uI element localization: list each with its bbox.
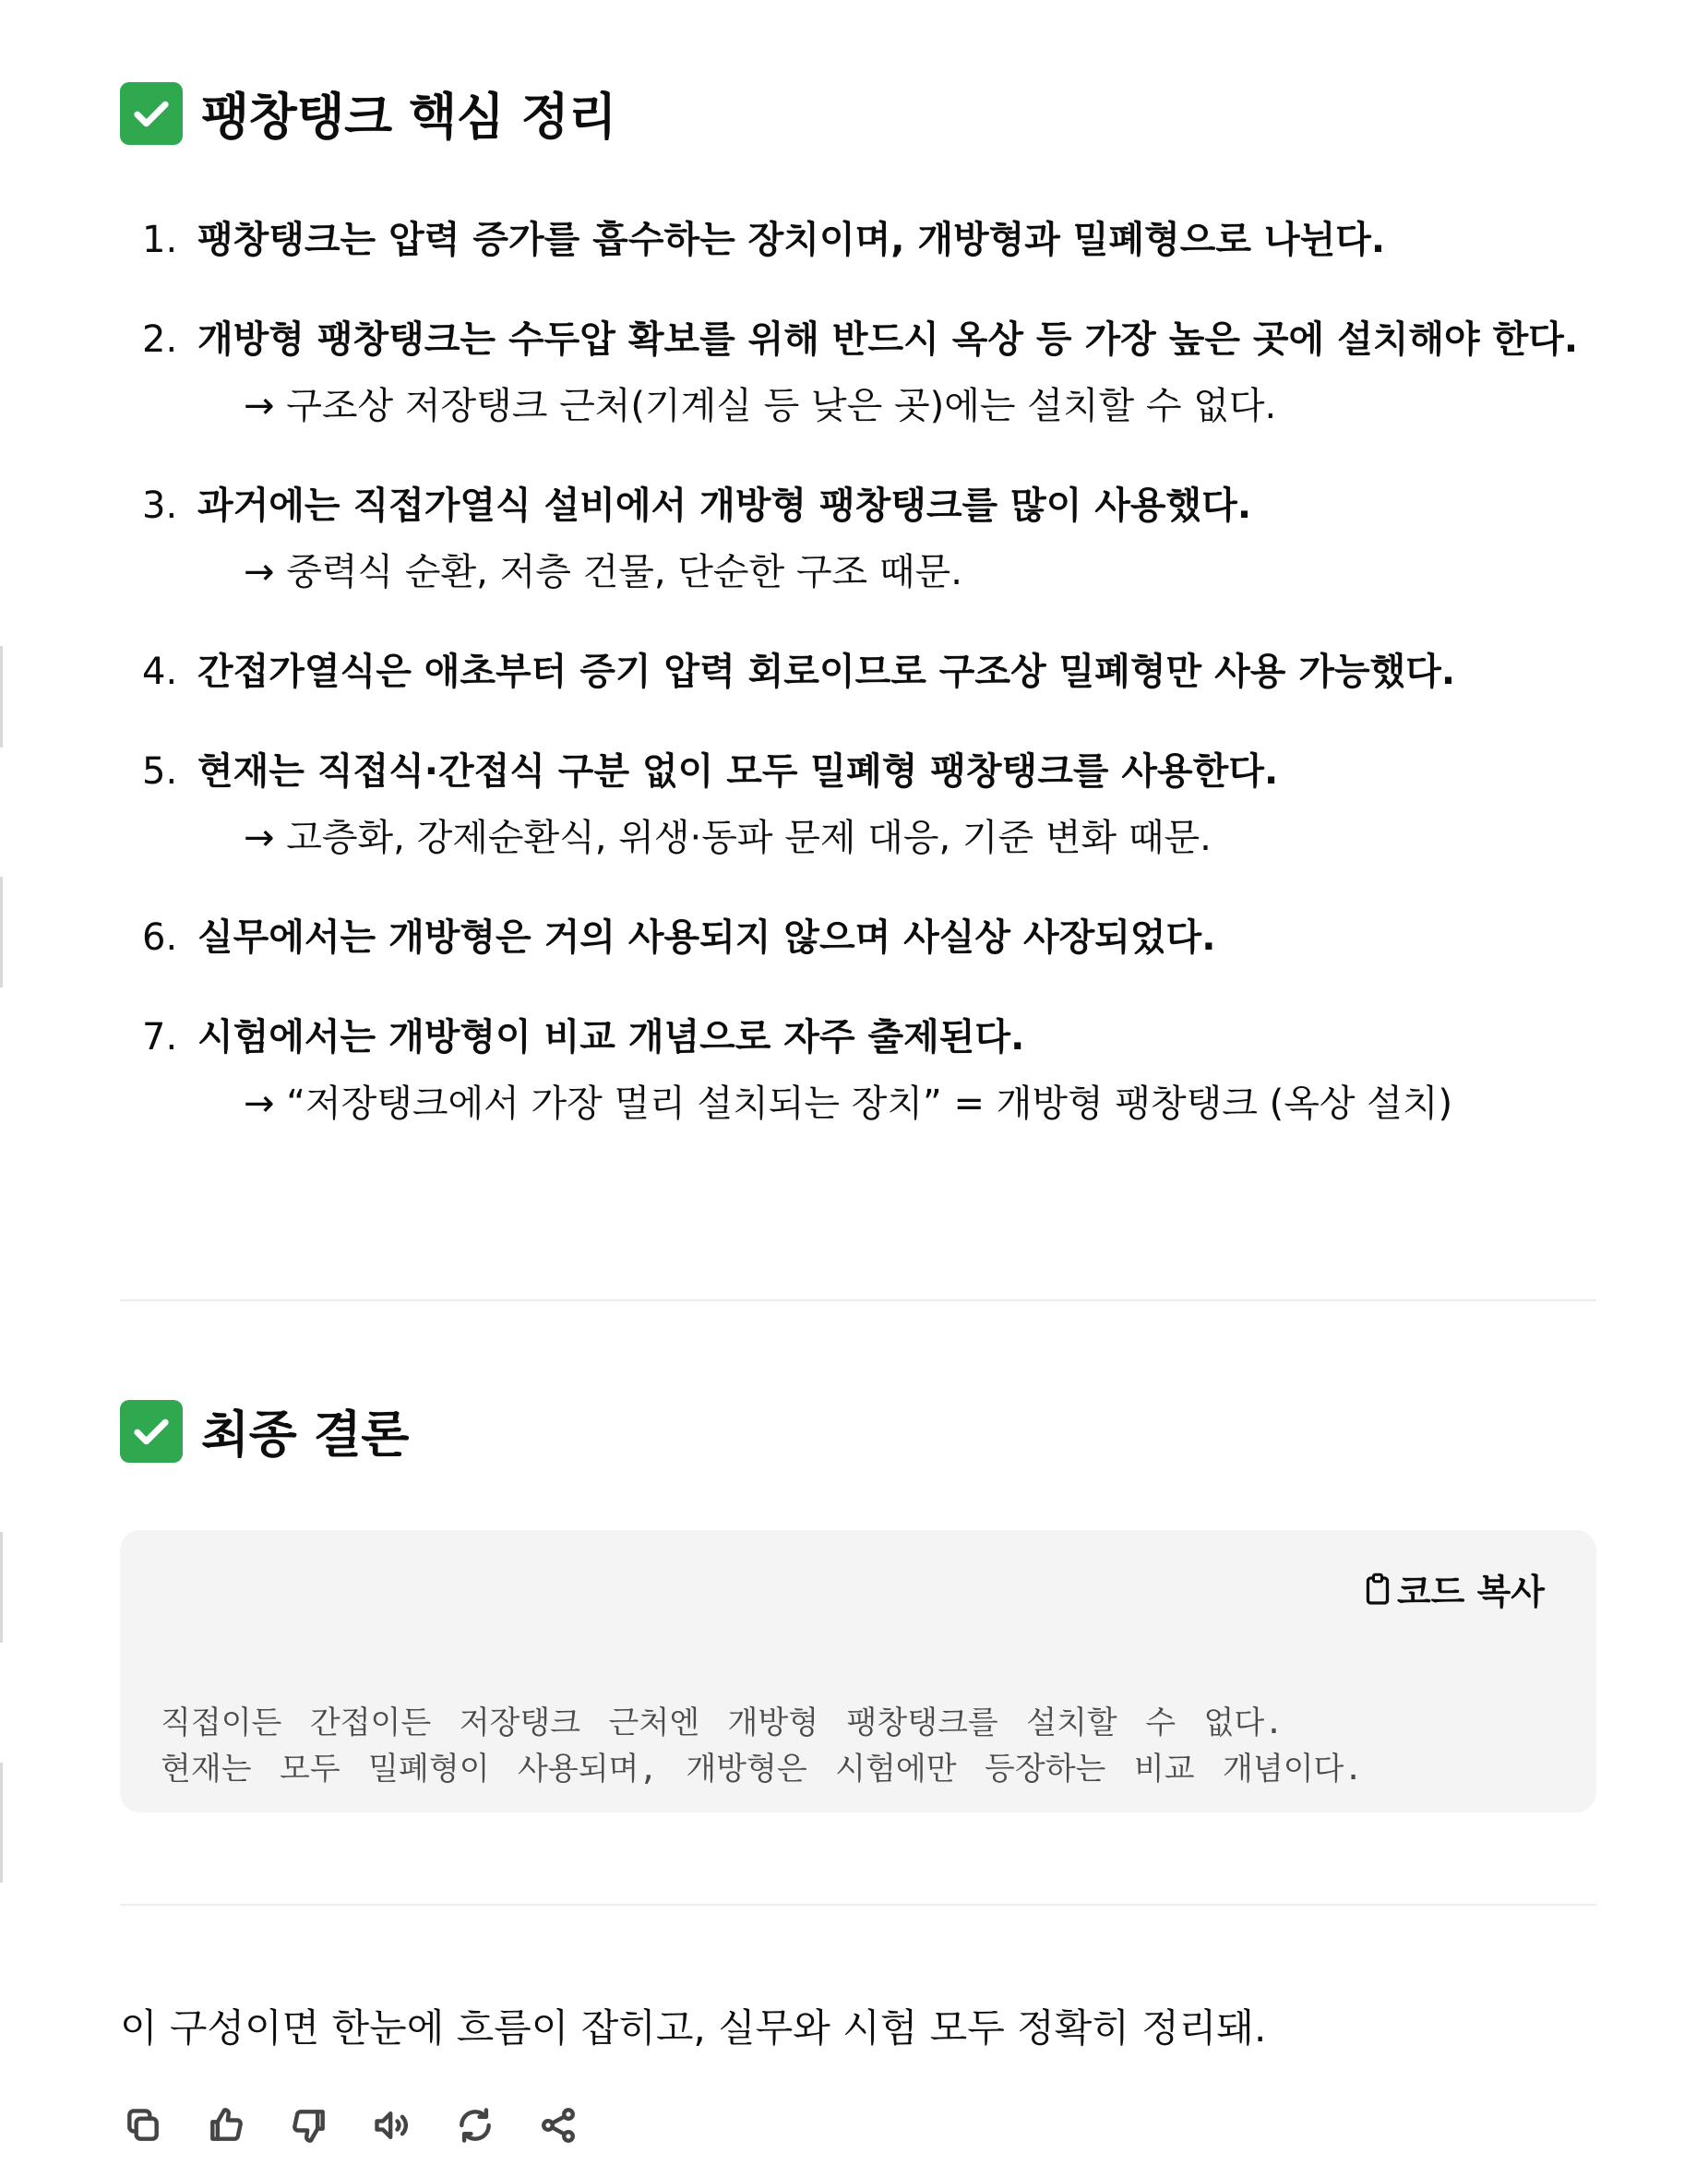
summary-list [120,207,1596,1137]
section-title: 팽창탱크 핵심 정리 [201,88,616,146]
list-main-text: 현재는 직접식·간접식 구분 없이 모두 밀폐형 팽창탱크를 사용한다. [197,750,1279,793]
list-item [120,306,1596,439]
list-main-text: 간접가열식은 애초부터 증기 압력 회로이므로 구조상 밀폐형만 사용 가능했다. [197,651,1456,693]
scroll-edge-mark [0,1532,3,1643]
list-item [120,738,1596,871]
section-heading-conclusion [120,1395,409,1466]
read-aloud-icon[interactable] [371,2104,413,2147]
list-number: 2. [142,318,178,361]
message-actions [122,2104,579,2147]
scroll-edge-mark [0,877,3,987]
copy-code-label: 코드 복사 [1396,1572,1545,1612]
list-item [120,639,1596,705]
list-sub-text: → 중력식 순환, 저층 건물, 단순한 구조 때문. [244,551,962,593]
copy-code-button[interactable] [1364,1563,1545,1614]
thumbs-down-icon[interactable] [288,2104,330,2147]
scroll-edge-mark [0,646,3,748]
clipboard-icon [1364,1573,1391,1606]
regenerate-icon[interactable] [454,2104,496,2147]
thumbs-up-icon[interactable] [205,2104,247,2147]
list-item [120,472,1596,605]
check-mark-icon [120,82,183,145]
code-text: 직접이든 간접이든 저장탱크 근처엔 개방형 팽창탱크를 설치할 수 없다. 현재는 모두 밀폐형이 사용되며, 개방형은 시험에만 등장하는 비교 개념이다. [161,1704,1363,1788]
list-main-text: 팽창탱크는 압력 증가를 흡수하는 장치이며, 개방형과 밀폐형으로 나뉜다. [197,219,1386,261]
list-number: 7. [142,1016,178,1059]
list-item [120,904,1596,971]
list-item [120,1004,1596,1137]
list-item [120,207,1596,273]
copy-icon[interactable] [122,2104,164,2147]
list-main-text: 개방형 팽창탱크는 수두압 확보를 위해 반드시 옥상 등 가장 높은 곳에 설치해야 한다. [197,318,1579,361]
list-sub-text: → 구조상 저장탱크 근처(기계실 등 낮은 곳)에는 설치할 수 없다. [244,385,1277,427]
list-number: 6. [142,916,178,959]
list-main-text: 과거에는 직접가열식 설비에서 개방형 팽창탱크를 많이 사용했다. [197,484,1252,527]
section-title: 최종 결론 [201,1405,409,1464]
check-mark-icon [120,1400,183,1463]
list-sub-text: → 고층화, 강제순환식, 위생·동파 문제 대응, 기준 변화 때문. [244,817,1212,859]
section-divider [120,1904,1596,1906]
share-icon[interactable] [537,2104,579,2147]
list-sub-text: → “저장탱크에서 가장 멀리 설치되는 장치” = 개방형 팽창탱크 (옥상 설치) [244,1082,1453,1125]
list-number: 4. [142,651,178,693]
section-heading-summary [120,78,616,149]
list-number: 5. [142,750,178,793]
scroll-edge-mark [0,1763,3,1883]
code-block [120,1530,1596,1812]
list-number: 1. [142,219,178,261]
closing-text: 이 구성이면 한눈에 흐름이 잡히고, 실무와 시험 모두 정확히 정리돼. [120,2005,1267,2051]
list-main-text: 시험에서는 개방형이 비교 개념으로 자주 출제된다. [197,1016,1025,1059]
section-divider [120,1299,1596,1301]
list-number: 3. [142,484,178,527]
list-main-text: 실무에서는 개방형은 거의 사용되지 않으며 사실상 사장되었다. [197,916,1216,959]
